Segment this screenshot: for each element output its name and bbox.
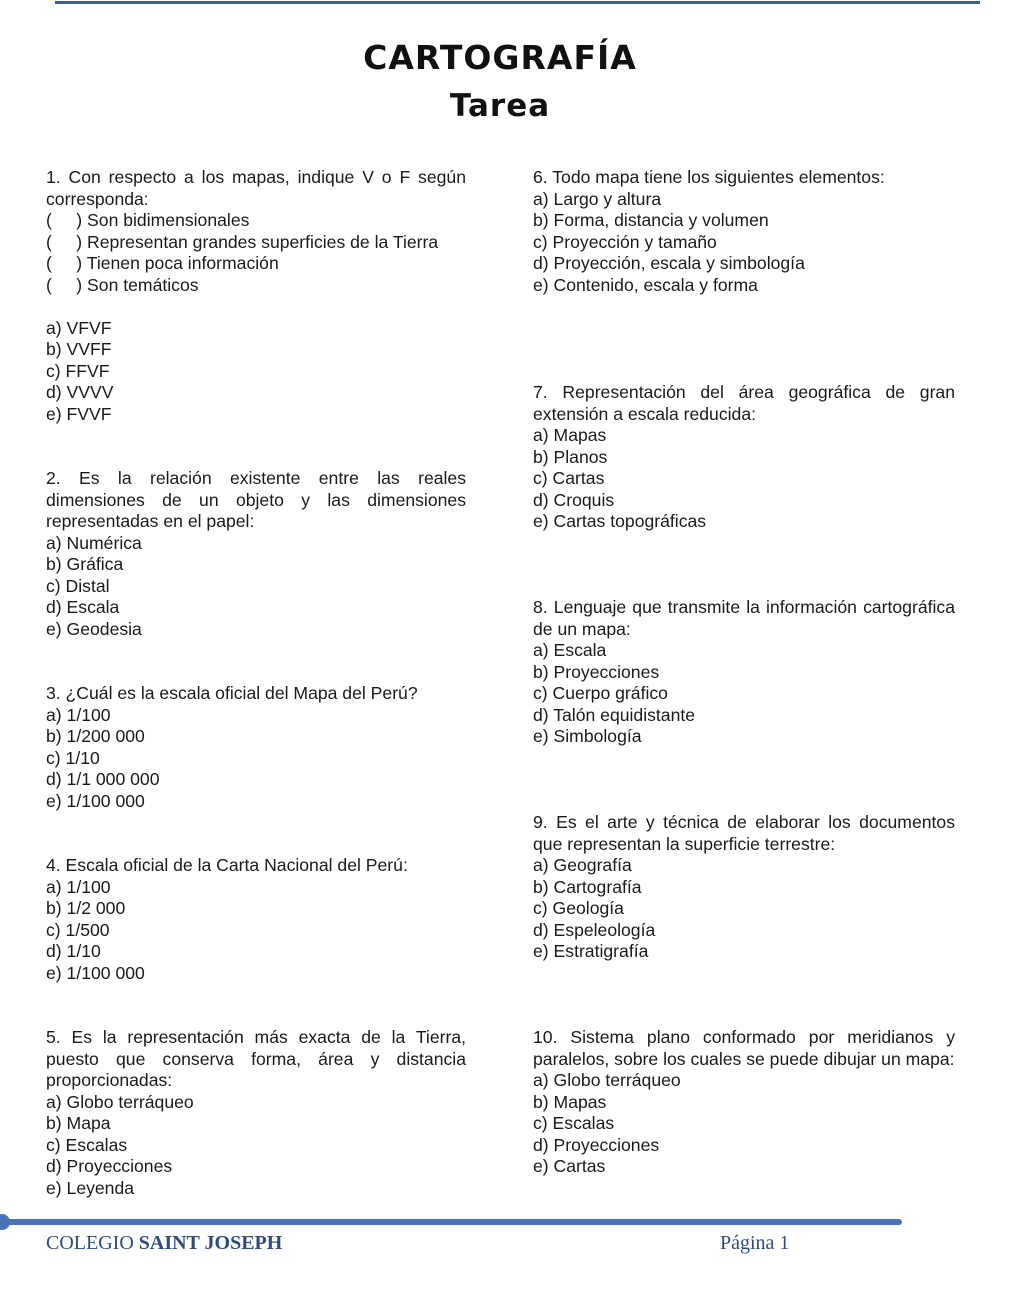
option: b) Planos bbox=[533, 446, 608, 467]
statement: ( ) Son temáticos bbox=[46, 274, 199, 295]
question-3 bbox=[46, 683, 466, 812]
option: e) 1/100 000 bbox=[46, 790, 145, 811]
option: b) Gráfica bbox=[46, 554, 124, 574]
question-6 bbox=[533, 167, 955, 296]
option: a) Mapas bbox=[533, 425, 607, 445]
question-4 bbox=[46, 855, 466, 984]
option: c) Proyección y tamaño bbox=[533, 231, 717, 252]
question-stem: 8. Lenguaje que transmite la información cartográfica de un mapa: bbox=[533, 597, 955, 639]
right-column bbox=[533, 167, 955, 1178]
option: e) 1/100 000 bbox=[46, 962, 145, 983]
option: b) Mapas bbox=[533, 1091, 607, 1112]
question-5 bbox=[46, 1027, 466, 1199]
option: e) Cartas topográficas bbox=[533, 511, 707, 531]
option: c) Escalas bbox=[533, 1113, 615, 1133]
option: e) Contenido, escala y forma bbox=[533, 274, 758, 295]
option: a) Largo y altura bbox=[533, 188, 662, 209]
option: d) Proyección, escala y simbología bbox=[533, 253, 805, 273]
question-7 bbox=[533, 382, 955, 533]
option: a) Globo terráqueo bbox=[46, 1091, 194, 1112]
statement: ( ) Son bidimensionales bbox=[46, 210, 250, 230]
footer-rule bbox=[4, 1219, 902, 1225]
option: c) 1/500 bbox=[46, 919, 110, 940]
option: b) Proyecciones bbox=[533, 661, 660, 682]
footer-school-name: SAINT JOSEPH bbox=[138, 1232, 283, 1254]
option: d) Escala bbox=[46, 597, 120, 617]
footer-page-number: Página 1 bbox=[720, 1232, 790, 1254]
question-10 bbox=[533, 1027, 955, 1178]
page-title: CARTOGRAFÍA bbox=[363, 38, 637, 77]
option: c) Cuerpo gráfico bbox=[533, 683, 668, 703]
option: c) Distal bbox=[46, 575, 110, 596]
option: e) Leyenda bbox=[46, 1177, 135, 1198]
question-stem: 1. Con respecto a los mapas, indique V o F según corresponda: bbox=[46, 167, 466, 209]
option: c) FFVF bbox=[46, 360, 110, 381]
option: a) 1/100 bbox=[46, 704, 111, 725]
option: e) Simbología bbox=[533, 726, 642, 746]
option: d) Espeleología bbox=[533, 919, 656, 940]
option: e) Estratigrafía bbox=[533, 941, 649, 961]
top-rule bbox=[55, 1, 980, 4]
question-stem: 3. ¿Cuál es la escala oficial del Mapa del Perú? bbox=[46, 683, 418, 703]
question-stem: 7. Representación del área geográfica de gran extensión a escala reducida: bbox=[533, 382, 955, 424]
option: b) VVFF bbox=[46, 339, 112, 359]
option: a) Escala bbox=[533, 640, 607, 660]
question-stem: 2. Es la relación existente entre las reales dimensiones de un objeto y las dimensiones representadas en el papel: bbox=[46, 468, 466, 531]
option: a) Globo terráqueo bbox=[533, 1070, 681, 1090]
question-stem: 10. Sistema plano conformado por meridianos y paralelos, sobre los cuales se puede dibujar un mapa: bbox=[533, 1027, 955, 1069]
option: e) Geodesia bbox=[46, 618, 142, 639]
option: a) 1/100 bbox=[46, 876, 111, 897]
option: e) Cartas bbox=[533, 1156, 606, 1176]
option: b) Cartografía bbox=[533, 876, 642, 897]
option: b) Mapa bbox=[46, 1113, 111, 1133]
question-2 bbox=[46, 468, 466, 640]
option: a) Geografía bbox=[533, 855, 632, 875]
option: c) Geología bbox=[533, 898, 624, 918]
option: d) Croquis bbox=[533, 489, 615, 510]
option: a) Numérica bbox=[46, 532, 142, 553]
option: b) 1/2 000 bbox=[46, 898, 126, 918]
option: d) Talón equidistante bbox=[533, 704, 696, 725]
option: a) VFVF bbox=[46, 317, 112, 338]
option: c) Escalas bbox=[46, 1134, 128, 1155]
option: d) Proyecciones bbox=[46, 1156, 173, 1176]
option: d) 1/10 bbox=[46, 941, 101, 961]
question-stem: 5. Es la representación más exacta de la Tierra, puesto que conserva forma, área y distancia proporcionadas: bbox=[46, 1027, 466, 1090]
question-8 bbox=[533, 597, 955, 748]
left-column bbox=[46, 167, 466, 1199]
page-subtitle: Tarea bbox=[449, 88, 551, 124]
question-stem: 6. Todo mapa tiene los siguientes elementos: bbox=[533, 167, 885, 187]
option: e) FVVF bbox=[46, 403, 112, 424]
question-1 bbox=[46, 167, 466, 425]
option: d) VVVV bbox=[46, 382, 114, 402]
statement: ( ) Representan grandes superficies de la Tierra bbox=[46, 231, 439, 252]
option: d) Proyecciones bbox=[533, 1134, 660, 1155]
option: b) Forma, distancia y volumen bbox=[533, 210, 769, 230]
question-stem: 9. Es el arte y técnica de elaborar los documentos que representan la superficie terrestre: bbox=[533, 812, 955, 854]
footer-school-prefix: COLEGIO bbox=[46, 1232, 134, 1254]
option: c) Cartas bbox=[533, 468, 605, 488]
question-9 bbox=[533, 812, 955, 963]
statement: ( ) Tienen poca información bbox=[46, 253, 279, 273]
option: b) 1/200 000 bbox=[46, 726, 145, 746]
option: c) 1/10 bbox=[46, 747, 100, 768]
question-stem: 4. Escala oficial de la Carta Nacional del Perú: bbox=[46, 855, 408, 875]
footer-school bbox=[46, 1232, 282, 1255]
option: d) 1/1 000 000 bbox=[46, 769, 160, 789]
